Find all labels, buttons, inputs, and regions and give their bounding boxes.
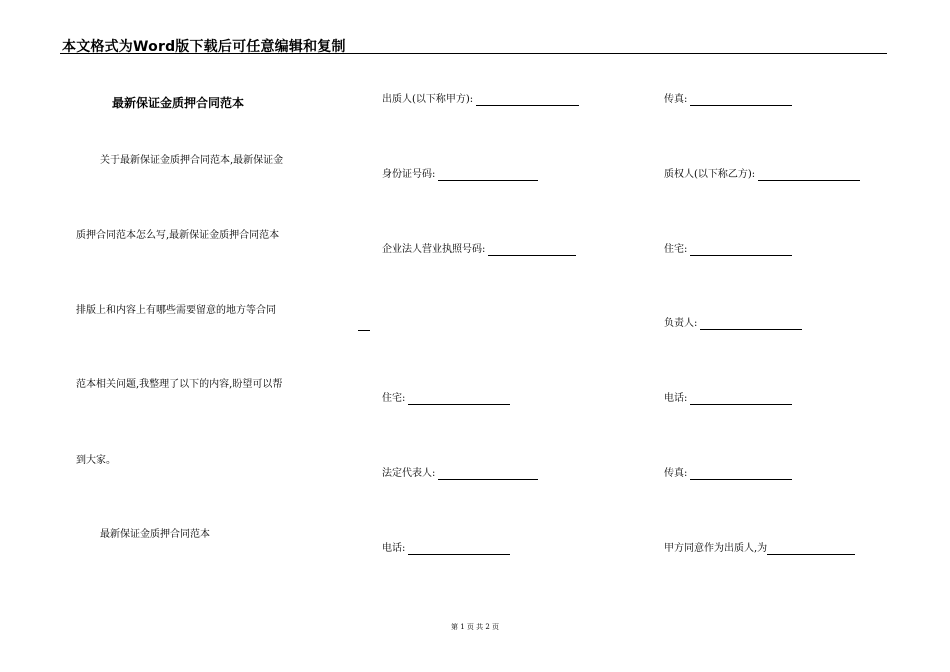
- fax-label-a: 传真:: [664, 94, 688, 105]
- id-number-blank: [438, 170, 538, 181]
- license-number-label: 企业法人营业执照号码:: [382, 244, 486, 255]
- id-number-label: 身份证号码:: [382, 169, 436, 180]
- legal-rep-blank: [438, 469, 538, 480]
- residence-label-a: 住宅:: [382, 393, 406, 404]
- phone-blank-b: [690, 394, 792, 405]
- residence-field-a: [382, 393, 510, 405]
- pledgee-field: [664, 169, 860, 181]
- fax-field-b: [664, 468, 792, 480]
- fax-field-a: [664, 94, 792, 106]
- fax-blank-b: [690, 469, 792, 480]
- subheading: 最新保证金质押合同范本: [100, 529, 210, 540]
- residence-blank-b: [690, 245, 792, 256]
- agreement-blank: [767, 544, 855, 555]
- residence-blank-a: [408, 394, 510, 405]
- pledgee-blank: [758, 170, 860, 181]
- pledgor-field: [382, 94, 579, 106]
- residence-label-b: 住宅:: [664, 244, 688, 255]
- legal-rep-field: [382, 468, 538, 480]
- agreement-field: [664, 543, 855, 555]
- phone-field-b: [664, 393, 792, 405]
- header-divider: [60, 53, 887, 54]
- paragraph-line: 到大家。: [76, 455, 116, 466]
- phone-label-b: 电话:: [664, 393, 688, 404]
- paragraph-line: 质押合同范本怎么写,最新保证金质押合同范本: [76, 230, 280, 241]
- paragraph-line: 范本相关问题,我整理了以下的内容,盼望可以帮: [76, 379, 283, 390]
- phone-label-a: 电话:: [382, 543, 406, 554]
- blank-line-fragment: [358, 330, 370, 331]
- phone-field-a: [382, 543, 510, 555]
- paragraph-line: 排版上和内容上有哪些需要留意的地方等合同: [76, 305, 276, 316]
- paragraph-line: 关于最新保证金质押合同范本,最新保证金: [100, 155, 284, 166]
- fax-blank-a: [690, 95, 792, 106]
- id-number-field: [382, 169, 538, 181]
- agreement-label: 甲方同意作为出质人,为: [664, 543, 768, 554]
- phone-blank-a: [408, 544, 510, 555]
- license-number-blank: [488, 245, 576, 256]
- responsible-blank: [700, 319, 802, 330]
- license-number-field: [382, 244, 576, 256]
- pledgor-label: 出质人(以下称甲方):: [382, 94, 474, 105]
- header-title: 本文格式为Word版下载后可任意编辑和复制: [62, 39, 346, 55]
- document-title: 最新保证金质押合同范本: [112, 96, 245, 110]
- residence-field-b: [664, 244, 792, 256]
- fax-label-b: 传真:: [664, 468, 688, 479]
- legal-rep-label: 法定代表人:: [382, 468, 436, 479]
- responsible-field: [664, 318, 802, 330]
- page-footer: 第 1 页 共 2 页: [450, 623, 500, 631]
- pledgor-blank: [476, 95, 579, 106]
- pledgee-label: 质权人(以下称乙方):: [664, 169, 756, 180]
- responsible-label: 负责人:: [664, 318, 698, 329]
